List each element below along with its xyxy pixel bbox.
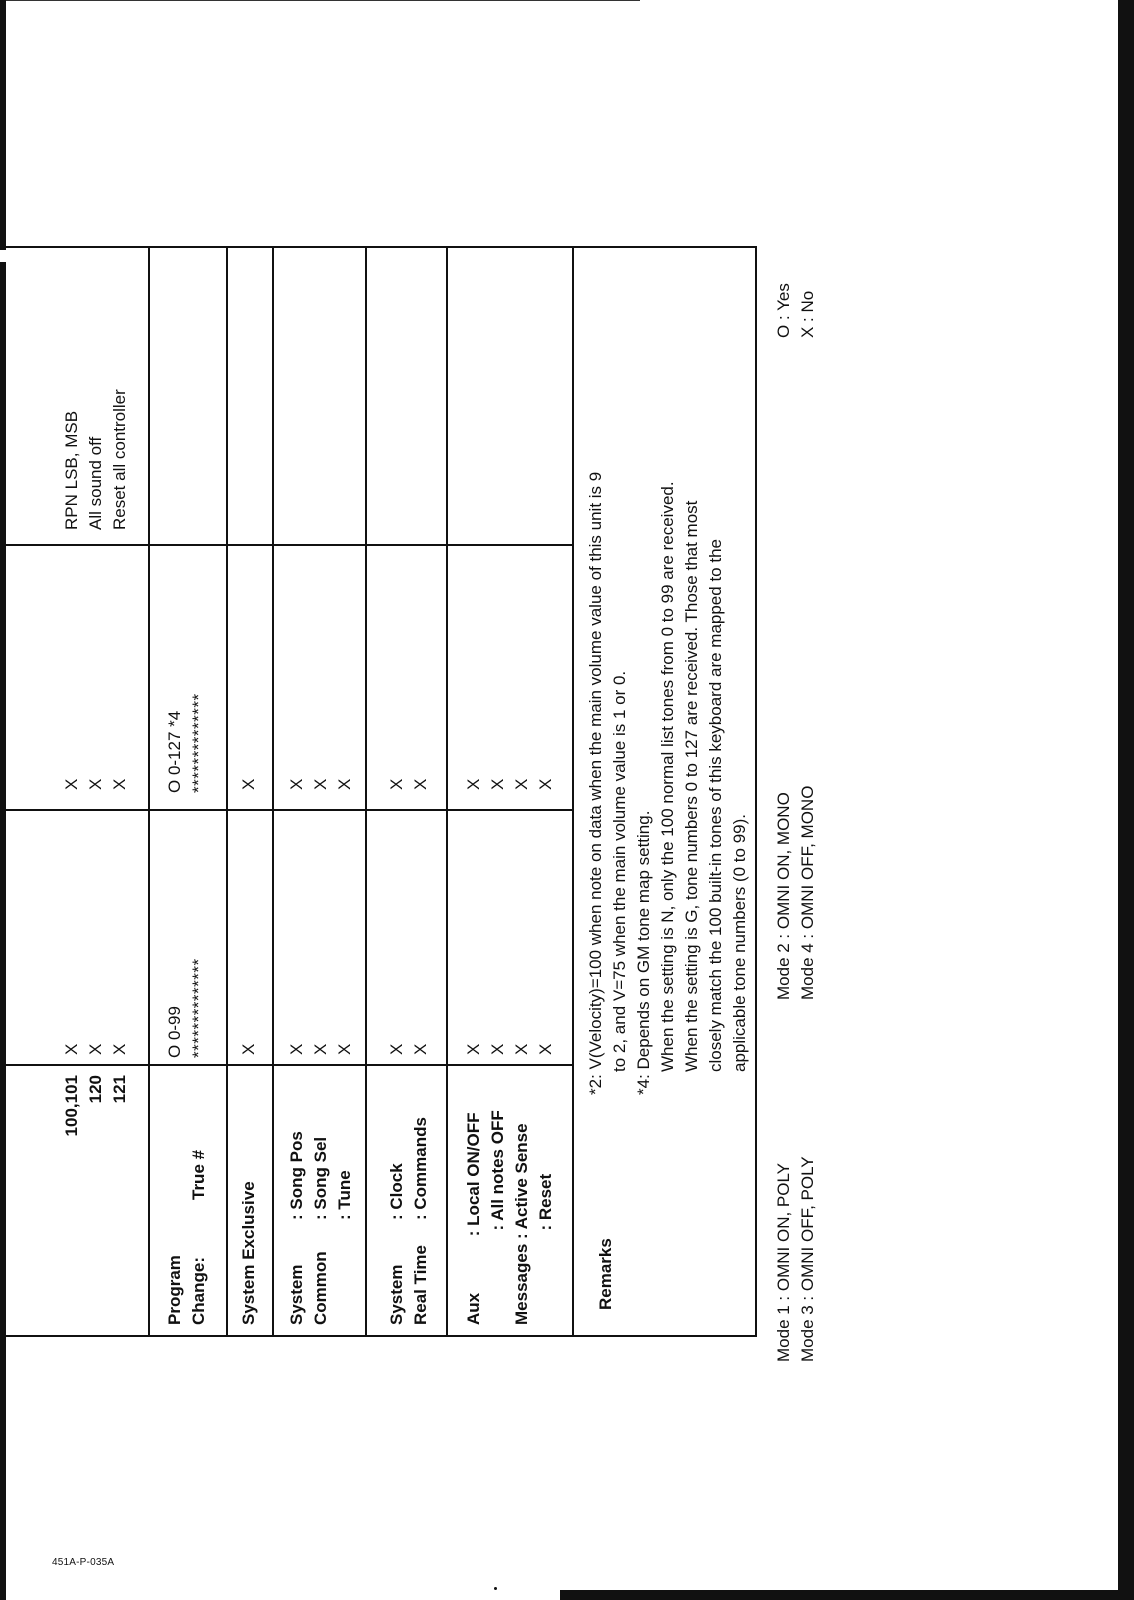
controller-remark: Reset all controller bbox=[110, 389, 129, 530]
grid-line bbox=[148, 246, 150, 1336]
realtime-recognized: X bbox=[411, 778, 430, 790]
program-change-label: Program bbox=[165, 1255, 184, 1325]
aux-transmitted: X bbox=[464, 1043, 483, 1055]
grid-line bbox=[0, 544, 572, 546]
system-realtime-item: : Commands bbox=[411, 1117, 430, 1220]
program-transmitted: O 0-99 bbox=[165, 1006, 184, 1058]
sys-common-recognized: X bbox=[335, 778, 354, 790]
sys-common-transmitted: X bbox=[335, 1043, 354, 1055]
recognized-mark: X bbox=[86, 778, 105, 790]
controller-number: 121 bbox=[110, 1075, 129, 1104]
grid-line bbox=[572, 246, 574, 1336]
mode-2: Mode 2 : OMNI ON, MONO bbox=[774, 792, 793, 1000]
recognized-mark: X bbox=[62, 778, 81, 790]
remark-line: When the setting is N, only the 100 normal list tones from 0 to 99 are received. bbox=[658, 481, 677, 1072]
legend-yes: O : Yes bbox=[774, 283, 793, 338]
system-common-item: : Tune bbox=[335, 1170, 354, 1220]
aux-recognized: X bbox=[512, 778, 531, 790]
system-realtime-item: : Clock bbox=[387, 1163, 406, 1220]
grid-line bbox=[272, 246, 274, 1336]
sysex-recognized: X bbox=[239, 778, 258, 790]
remark-line: to 2, and V=75 when the main volume value is 1 or 0. bbox=[610, 670, 629, 1072]
grid-line bbox=[365, 246, 367, 1336]
system-realtime-label: Real Time bbox=[411, 1244, 430, 1325]
controller-remark: All sound off bbox=[86, 436, 105, 530]
grid-line bbox=[755, 246, 757, 1336]
transmitted-mark: X bbox=[62, 1043, 81, 1055]
system-realtime-label: System bbox=[387, 1264, 406, 1325]
legend-no: X : No bbox=[798, 290, 817, 338]
grid-line bbox=[0, 1064, 572, 1066]
system-common-label: System bbox=[287, 1264, 306, 1325]
aux-line: : Reset bbox=[536, 1173, 555, 1325]
system-exclusive-label: System Exclusive bbox=[239, 1181, 258, 1325]
sysex-transmitted: X bbox=[239, 1043, 258, 1055]
aux-recognized: X bbox=[488, 778, 507, 790]
true-number-label: True # bbox=[189, 1149, 208, 1200]
document-code: 451A-P-035A bbox=[52, 1557, 115, 1568]
program-recognized-stars: ************** bbox=[189, 693, 208, 793]
realtime-transmitted: X bbox=[411, 1043, 430, 1055]
mode-1: Mode 1 : OMNI ON, POLY bbox=[774, 1162, 793, 1362]
controller-number: 100,101 bbox=[62, 1075, 81, 1137]
aux-recognized: X bbox=[464, 778, 483, 790]
transmitted-mark: X bbox=[86, 1043, 105, 1055]
transmitted-mark: X bbox=[110, 1043, 129, 1055]
sys-common-transmitted: X bbox=[311, 1043, 330, 1055]
program-change-label: Change: bbox=[189, 1257, 208, 1325]
realtime-transmitted: X bbox=[387, 1043, 406, 1055]
sys-common-recognized: X bbox=[287, 778, 306, 790]
aux-transmitted: X bbox=[488, 1043, 507, 1055]
program-recognized: O 0-127 *4 bbox=[165, 710, 184, 793]
controller-remark: RPN LSB, MSB bbox=[62, 410, 81, 530]
grid-line bbox=[446, 246, 448, 1336]
system-common-item: : Song Sel bbox=[311, 1136, 330, 1220]
grid-line bbox=[226, 246, 228, 1336]
remarks-label: Remarks bbox=[596, 1238, 615, 1310]
sys-common-recognized: X bbox=[311, 778, 330, 790]
system-common-label: Common bbox=[311, 1251, 330, 1325]
grid-line bbox=[0, 246, 757, 248]
aux-recognized: X bbox=[536, 778, 555, 790]
controller-number: 120 bbox=[86, 1075, 105, 1104]
remark-line: closely match the 100 built-in tones of this keyboard are mapped to the bbox=[706, 539, 725, 1072]
remark-line: *2: V(Velocity)=100 when note on data when the main volume value of this unit is 9 bbox=[586, 471, 605, 1095]
aux-transmitted: X bbox=[512, 1043, 531, 1055]
aux-line: : All notes OFF bbox=[488, 1110, 507, 1325]
program-transmitted-stars: ************** bbox=[189, 958, 208, 1058]
remark-line: When the setting is G, tone numbers 0 to 127 are received. Those that most bbox=[682, 500, 701, 1072]
system-common-item: : Song Pos bbox=[287, 1131, 306, 1220]
mode-4: Mode 4 : OMNI OFF, MONO bbox=[798, 785, 817, 1000]
aux-line: Messages : Active Sense bbox=[512, 1123, 531, 1325]
aux-line: Aux : Local ON/OFF bbox=[464, 1112, 483, 1325]
remark-line: applicable tone numbers (0 to 99). bbox=[730, 814, 749, 1072]
remark-line: *4: Depends on GM tone map setting. bbox=[634, 810, 653, 1095]
aux-transmitted: X bbox=[536, 1043, 555, 1055]
grid-line bbox=[0, 809, 572, 811]
recognized-mark: X bbox=[110, 778, 129, 790]
sys-common-transmitted: X bbox=[287, 1043, 306, 1055]
realtime-recognized: X bbox=[387, 778, 406, 790]
grid-line bbox=[0, 1335, 757, 1337]
mode-3: Mode 3 : OMNI OFF, POLY bbox=[798, 1156, 817, 1362]
